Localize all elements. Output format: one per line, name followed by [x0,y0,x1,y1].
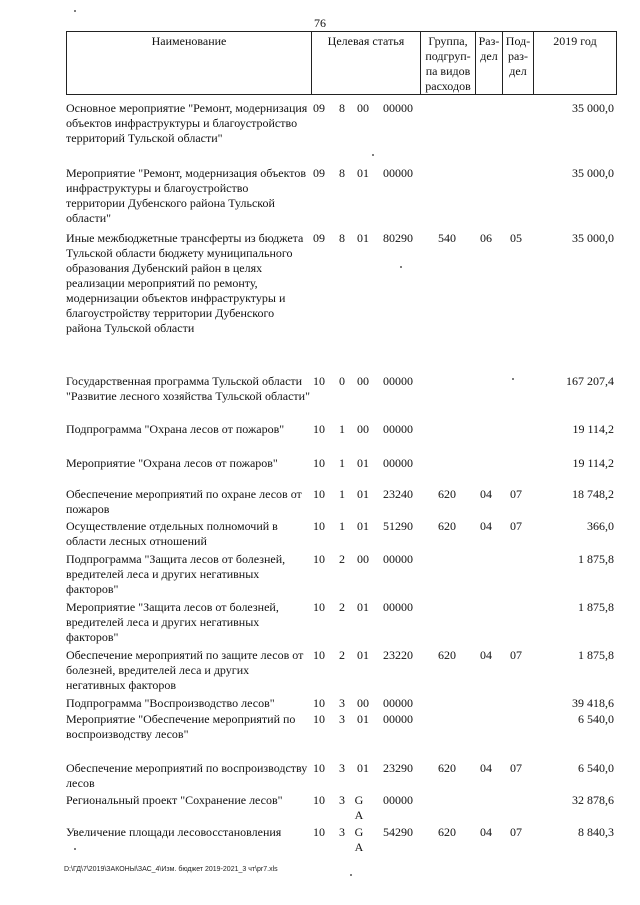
row-amount: 35 000,0 [572,231,614,245]
row-event-code: G A [354,825,364,854]
row-event-code: 01 [357,600,369,614]
row-amount: 1 875,8 [578,600,614,614]
row-event-code: 01 [357,712,369,726]
row-subsection: 07 [510,825,522,839]
row-direction-code: 00000 [383,552,413,566]
row-subprogram-code: 2 [339,600,345,614]
row-name: Иные межбюджетные трансферты из бюджета Тульской области бюджету муниципального образования Дубенский район в целях реализации мероприятий по ремонту, модернизации объектов инфраструктуры и благоустройству территории Дубенского района Тульской области [66,231,304,335]
row-event-code: 01 [357,166,369,180]
header-group: Группа, подгруп- па видов расходов [421,32,476,95]
row-event-code: G A [354,793,364,822]
row-event-code: 01 [357,761,369,775]
row-section: 04 [480,648,492,662]
row-name: Мероприятие "Ремонт, модернизация объектов инфраструктуры и благоустройство территории Дубенского района Тульской области" [66,166,307,225]
row-subprogram-code: 1 [339,422,345,436]
row-event-code: 00 [357,422,369,436]
row-subprogram-code: 3 [339,761,345,775]
header-subsection: Под- раз- дел [503,32,534,95]
row-program-code: 10 [313,422,325,436]
row-name: Увеличение площади лесовосстановления [66,825,282,839]
row-name: Подпрограмма "Защита лесов от болезней, вредителей леса и других негативных факторов" [66,552,286,596]
header-target-article: Целевая статья [312,32,421,95]
row-amount: 1 875,8 [578,552,614,566]
row-direction-code: 00000 [383,456,413,470]
row-subprogram-code: 3 [339,696,345,710]
row-event-code: 01 [357,231,369,245]
row-name: Основное мероприятие "Ремонт, модернизация объектов инфраструктуры и благоустройство территорий Тульской области" [66,101,308,145]
row-direction-code: 00000 [383,101,413,115]
row-amount: 8 840,3 [578,825,614,839]
row-program-code: 10 [313,761,325,775]
row-event-code: 00 [357,101,369,115]
row-group: 620 [438,487,456,501]
row-direction-code: 23240 [383,487,413,501]
row-amount: 19 114,2 [572,456,614,470]
row-group: 620 [438,648,456,662]
row-program-code: 10 [313,519,325,533]
row-amount: 167 207,4 [566,374,614,388]
row-subprogram-code: 1 [339,519,345,533]
row-direction-code: 00000 [383,422,413,436]
row-name: Мероприятие "Охрана лесов от пожаров" [66,456,278,470]
row-section: 04 [480,519,492,533]
row-group: 540 [438,231,456,245]
row-direction-code: 00000 [383,793,413,807]
row-name: Подпрограмма "Воспроизводство лесов" [66,696,275,710]
row-event-code: 01 [357,487,369,501]
row-program-code: 10 [313,456,325,470]
row-group: 620 [438,825,456,839]
row-program-code: 10 [313,487,325,501]
row-section: 04 [480,761,492,775]
header-name: Наименование [67,32,312,95]
row-program-code: 10 [313,793,325,807]
row-direction-code: 54290 [383,825,413,839]
row-amount: 366,0 [587,519,614,533]
row-subsection: 07 [510,648,522,662]
row-amount: 35 000,0 [572,166,614,180]
row-subprogram-code: 3 [339,712,345,726]
row-program-code: 10 [313,648,325,662]
row-name: Государственная программа Тульской области "Развитие лесного хозяйства Тульской области" [66,374,310,403]
row-section: 04 [480,825,492,839]
row-amount: 32 878,6 [572,793,614,807]
row-name: Осуществление отдельных полномочий в области лесных отношений [66,519,278,548]
row-name: Обеспечение мероприятий по охране лесов от пожаров [66,487,302,516]
row-amount: 18 748,2 [572,487,614,501]
scan-speck [400,266,402,268]
row-direction-code: 00000 [383,166,413,180]
scan-speck [74,848,76,850]
row-subprogram-code: 0 [339,374,345,388]
scan-speck [372,154,374,156]
row-amount: 1 875,8 [578,648,614,662]
page-number: 76 [314,16,326,30]
row-amount: 19 114,2 [572,422,614,436]
row-subsection: 07 [510,519,522,533]
row-group: 620 [438,519,456,533]
row-subprogram-code: 2 [339,552,345,566]
row-section: 06 [480,231,492,245]
row-amount: 6 540,0 [578,712,614,726]
row-direction-code: 51290 [383,519,413,533]
row-subprogram-code: 3 [339,825,345,839]
row-subprogram-code: 8 [339,101,345,115]
row-direction-code: 80290 [383,231,413,245]
row-subsection: 07 [510,487,522,501]
row-name: Подпрограмма "Охрана лесов от пожаров" [66,422,285,436]
row-amount: 6 540,0 [578,761,614,775]
row-program-code: 09 [313,101,325,115]
row-program-code: 09 [313,166,325,180]
row-direction-code: 23290 [383,761,413,775]
row-subprogram-code: 3 [339,793,345,807]
row-program-code: 10 [313,552,325,566]
row-name: Мероприятие "Защита лесов от болезней, вредителей леса и других негативных факторов" [66,600,279,644]
row-direction-code: 23220 [383,648,413,662]
row-event-code: 01 [357,456,369,470]
row-event-code: 01 [357,519,369,533]
scan-speck [350,874,352,876]
row-subprogram-code: 8 [339,231,345,245]
row-name: Обеспечение мероприятий по воспроизводству лесов [66,761,308,790]
row-direction-code: 00000 [383,696,413,710]
row-event-code: 01 [357,648,369,662]
scan-speck [74,10,76,12]
row-subsection: 07 [510,761,522,775]
row-name: Региональный проект "Сохранение лесов" [66,793,283,807]
row-event-code: 00 [357,696,369,710]
row-amount: 39 418,6 [572,696,614,710]
row-direction-code: 00000 [383,374,413,388]
file-path-footer: D:\ГД\7\2019\ЗАКОНЫ\ЗАС_4\Изм. бюджет 2019-2021_3 чт\pr7.xls [64,866,278,873]
row-subprogram-code: 8 [339,166,345,180]
row-direction-code: 00000 [383,600,413,614]
row-subprogram-code: 1 [339,487,345,501]
row-subprogram-code: 1 [339,456,345,470]
row-event-code: 00 [357,552,369,566]
row-program-code: 10 [313,712,325,726]
row-subprogram-code: 2 [339,648,345,662]
row-name: Мероприятие "Обеспечение мероприятий по воспроизводству лесов" [66,712,296,741]
row-subsection: 05 [510,231,522,245]
row-group: 620 [438,761,456,775]
row-program-code: 10 [313,374,325,388]
header-year: 2019 год [534,32,617,95]
row-name: Обеспечение мероприятий по защите лесов от болезней, вредителей леса и других негативных факторов [66,648,304,692]
row-program-code: 10 [313,600,325,614]
row-program-code: 09 [313,231,325,245]
row-section: 04 [480,487,492,501]
header-section: Раз- дел [476,32,503,95]
row-amount: 35 000,0 [572,101,614,115]
row-event-code: 00 [357,374,369,388]
scan-speck [512,378,514,380]
row-program-code: 10 [313,825,325,839]
row-program-code: 10 [313,696,325,710]
row-direction-code: 00000 [383,712,413,726]
